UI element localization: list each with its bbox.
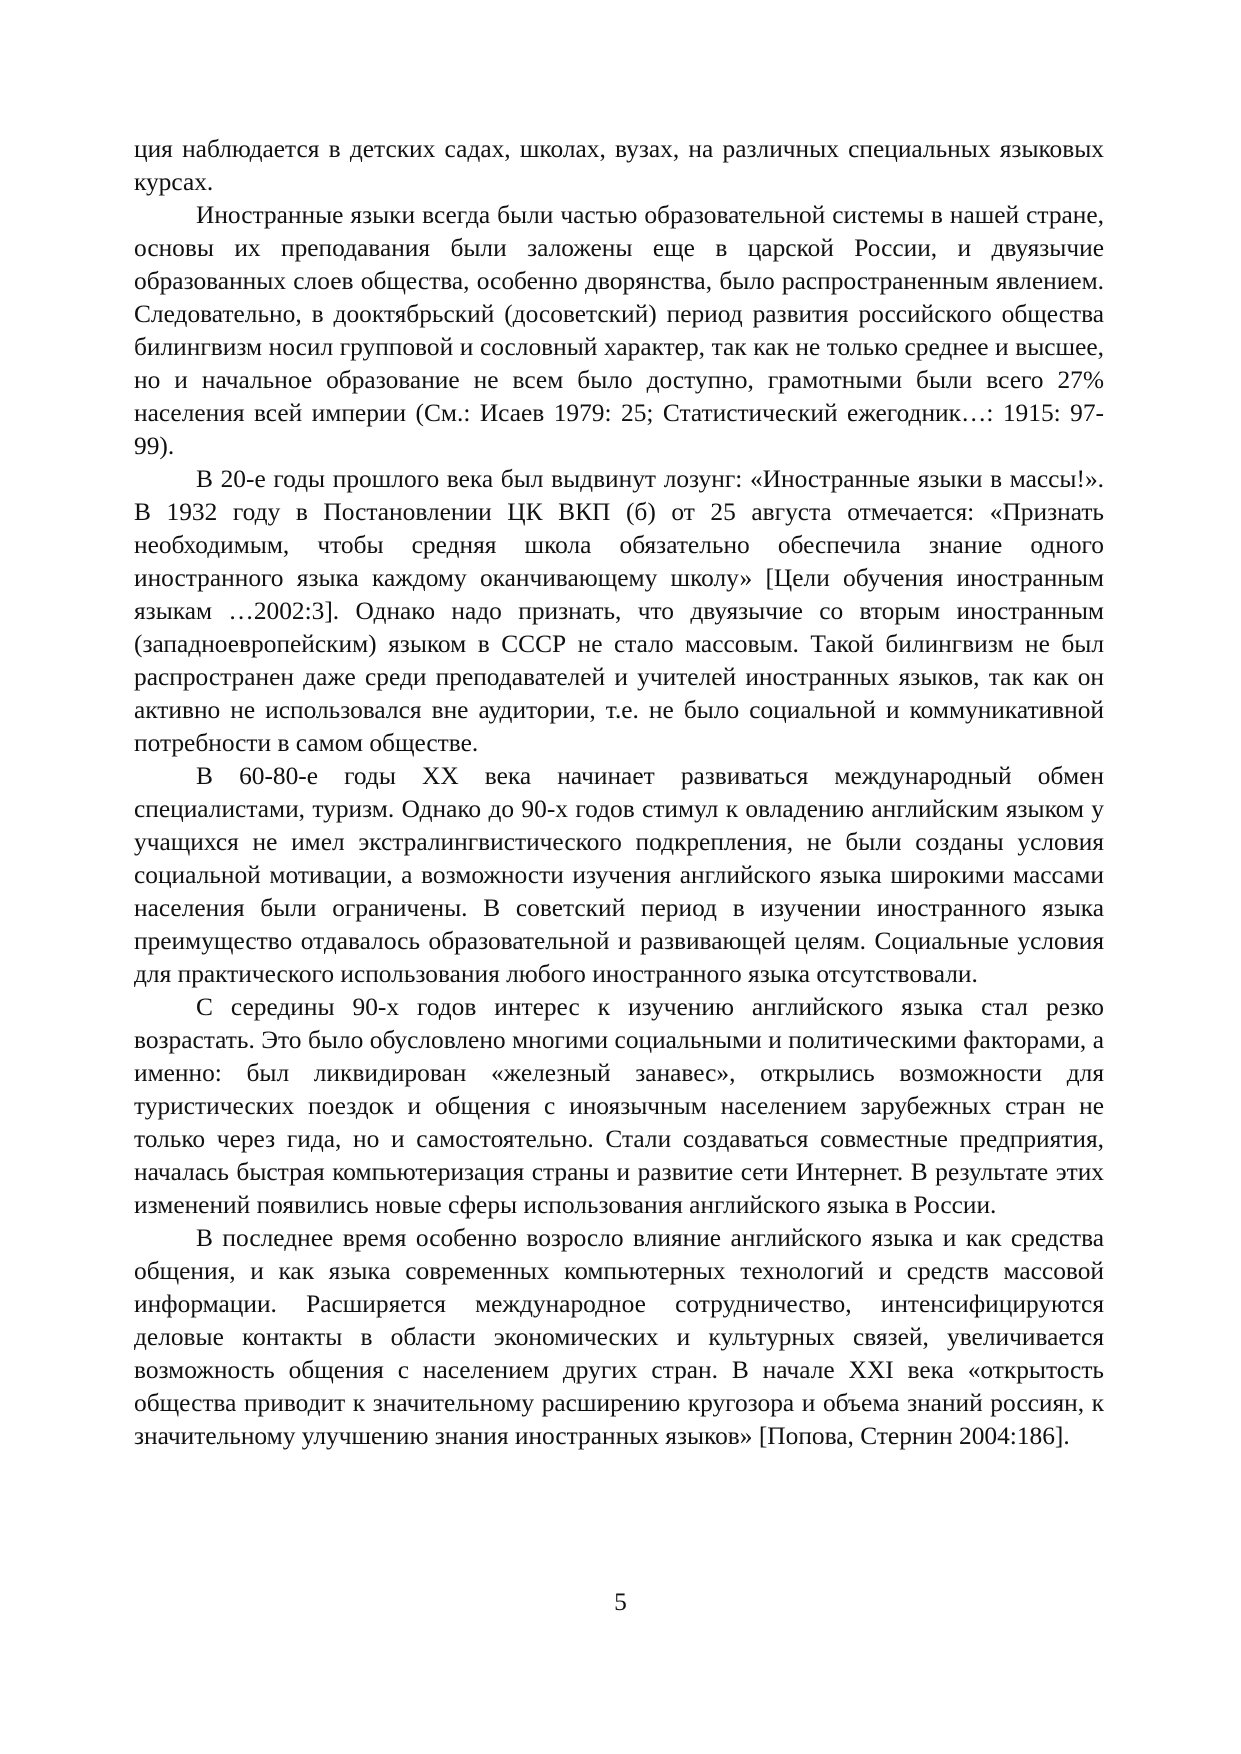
- paragraph-recent-influence: В последнее время особенно возросло влияние английского языка и как средства общения, и как языка современных компьютерных технологий и средств массовой информации. Расширяется международное сотрудничество, интенсифицируются деловые контакты в области экономических и культурных связей, увеличивается возможность общения с населением других стран. В начале XXI века «открытость общества приводит к значительному расширению кругозора и объема знаний россиян, к значительному улучшению знания иностранных языков» [Попова, Стернин 2004:186].: [134, 1224, 1104, 1450]
- paragraph-1960s-1980s: В 60-80-е годы XX века начинает развиваться международный обмен специалистами, туризм. Однако до 90-х годов стимул к овладению английским языком у учащихся не имел экстралингвистического подкрепления, не были созданы условия социальной мотивации, а возможности изучения английского языка широкими массами населения были ограничены. В советский период в изучении иностранного языка преимущество отдавалось образовательной и развивающей целям. Социальные условия для практического использования любого иностранного языка отсутствовали.: [134, 762, 1104, 988]
- paragraph-mid-1990s: С середины 90-х годов интерес к изучению английского языка стал резко возрастать. Это было обусловлено многими социальными и политическими факторами, а именно: был ликвидирован «железный занавес», открылись возможности для туристических поездок и общения с иноязычным населением зарубежных стран не только через гида, но и самостоятельно. Стали создаваться совместные предприятия, началась быстрая компьютеризация страны и развитие сети Интернет. В результате этих изменений появились новые сферы использования английского языка в России.: [134, 993, 1104, 1219]
- page-number: 5: [614, 1588, 627, 1616]
- paragraph-1920s-slogan: В 20-е годы прошлого века был выдвинут лозунг: «Иностранные языки в массы!». В 1932 году в Постановлении ЦК ВКП (б) от 25 августа отмечается: «Признать необходимым, чтобы средняя школа обязательно обеспечила знание одного иностранного языка каждому оканчивающему школу» [Цели обучения иностранным языкам …2002:3]. Однако надо признать, что двуязычие со вторым иностранным (западноевропейским) языком в СССР не стало массовым. Такой билингвизм не был распространен даже среди преподавателей и учителей иностранных языков, так как он активно не использовался вне аудитории, т.е. не было социальной и коммуникативной потребности в самом обществе.: [134, 465, 1104, 757]
- paragraph-continuation: ция наблюдается в детских садах, школах, вузах, на различных специальных языковых курсах.: [134, 135, 1104, 196]
- page-body: [134, 133, 1104, 1453]
- paragraph-foreign-languages-history: Иностранные языки всегда были частью образовательной системы в нашей стране, основы их преподавания были заложены еще в царской России, и двуязычие образованных слоев общества, особенно дворянства, было распространенным явлением. Следовательно, в дооктябрьский (досоветский) период развития российского общества билингвизм носил групповой и сословный характер, так как не только среднее и высшее, но и начальное образование не всем было доступно, грамотными были всего 27% населения всей империи (См.: Исаев 1979: 25; Статистический ежегодник…: 1915: 97-99).: [134, 201, 1104, 460]
